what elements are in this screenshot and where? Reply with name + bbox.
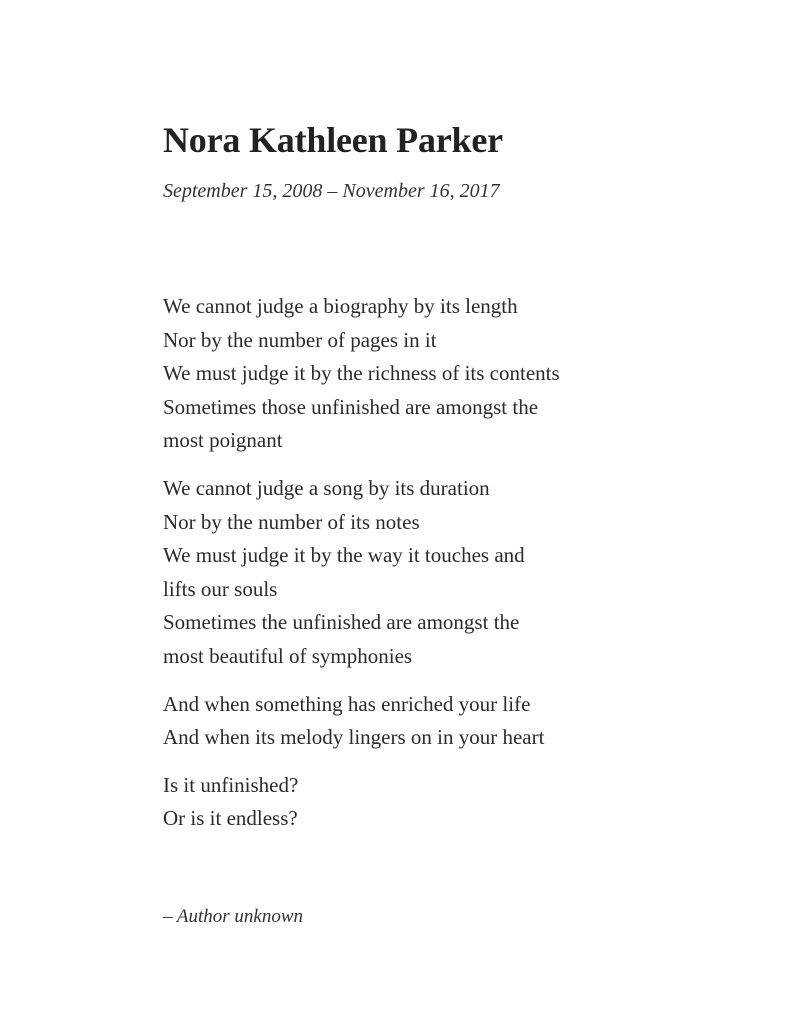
poem-stanza: [163, 769, 683, 836]
poem-stanza: [163, 290, 683, 458]
poem-line: We must judge it by the way it touches and: [163, 543, 525, 568]
life-dates: September 15, 2008 – November 16, 2017: [163, 180, 500, 202]
poem-line: lifts our souls: [163, 576, 278, 601]
poem-line: We cannot judge a biography by its length: [163, 294, 518, 318]
poem-line: We cannot judge a song by its duration: [163, 475, 490, 500]
poem-line: We must judge it by the richness of its contents: [163, 361, 560, 386]
poem-line: most beautiful of symphonies: [163, 643, 413, 668]
poem-line: Nor by the number of pages in it: [163, 327, 437, 352]
poem: [163, 290, 683, 836]
poem-attribution: – Author unknown: [163, 906, 304, 927]
poem-line: Nor by the number of its notes: [163, 509, 420, 534]
poem-line: Sometimes the unfinished are amongst the: [163, 610, 520, 635]
poem-stanza: [163, 472, 683, 674]
poem-line: Sometimes those unfinished are amongst the: [163, 394, 539, 419]
poem-line: And when its melody lingers on in your heart: [163, 725, 545, 750]
poem-line: Is it unfinished?: [163, 772, 299, 797]
poem-line: And when something has enriched your life: [163, 691, 531, 716]
poem-line: Or is it endless?: [163, 806, 298, 831]
poem-line: most poignant: [163, 428, 283, 453]
page-title: Nora Kathleen Parker: [163, 120, 503, 160]
poem-stanza: [163, 688, 683, 755]
memorial-content: [163, 118, 683, 850]
